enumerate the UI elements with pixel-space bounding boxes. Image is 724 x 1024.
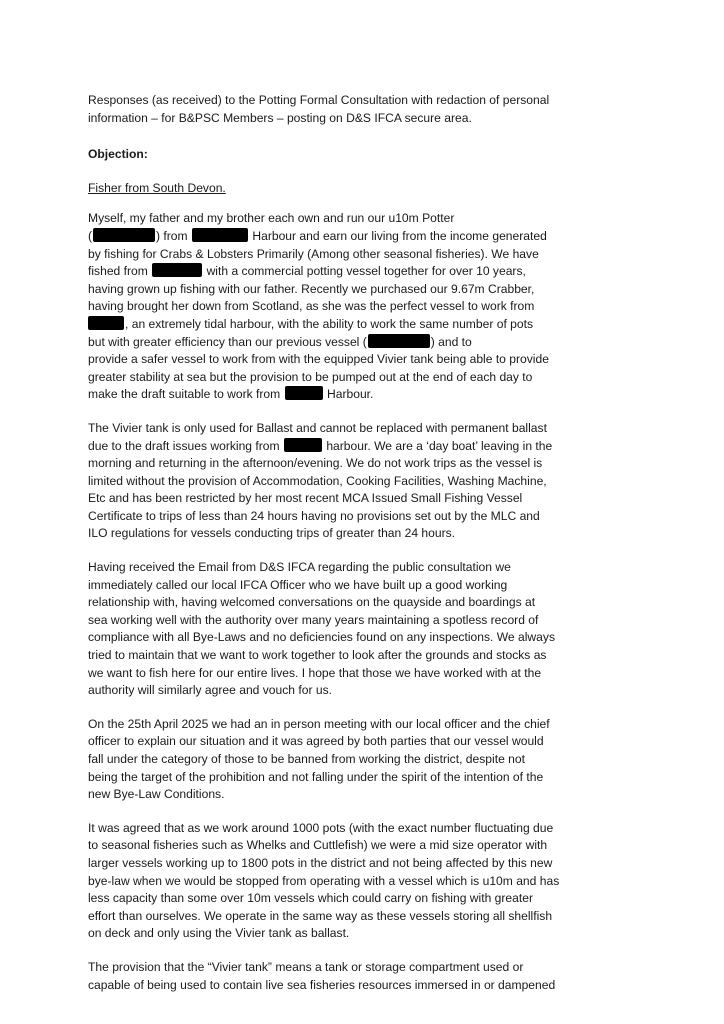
- text-line: capable of being used to contain live sea fisheries resources immersed in or dampened: [88, 977, 556, 992]
- text-line: on deck and only using the Vivier tank as ballast.: [88, 926, 350, 941]
- objection-heading: Objection:: [88, 147, 148, 162]
- text-line: authority will similarly agree and vouch for us.: [88, 683, 332, 698]
- text-line: compliance with all Bye-Laws and no deficiencies found on any inspections. We always: [88, 630, 555, 645]
- intro-line: Responses (as received) to the Potting Formal Consultation with redaction of personal: [88, 93, 550, 107]
- text-line: due to the draft issues working from harbour. We are a ‘day boat’ leaving in the: [88, 438, 553, 453]
- text-line: greater stability at sea but the provision to be pumped out at the end of each day to: [88, 369, 533, 384]
- text-line: sea working well with the authority over many years maintaining a spotless record of: [88, 612, 539, 627]
- paragraph-meeting: [88, 716, 648, 804]
- text-line: larger vessels working up to 1800 pots in the district and not being affected by this new: [88, 855, 553, 870]
- text-line: but with greater efficiency than our previous vessel ( ) and to: [88, 334, 472, 349]
- text-line: bye-law when we would be stopped from operating with a vessel which is u10m and has: [88, 873, 560, 888]
- text-line: Certificate to trips of less than 24 hours having no provisions set out by the MLC and: [88, 508, 540, 523]
- text-line: we want to fish here for our entire lives. I hope that those we have worked with at the: [88, 665, 542, 680]
- paragraph-vessel: [88, 210, 648, 404]
- paragraph-pots: [88, 820, 648, 943]
- text-line: On the 25th April 2025 we had an in person meeting with our local officer and the chief: [88, 716, 550, 731]
- text-line: It was agreed that as we work around 1000 pots (with the exact number fluctuating due: [88, 820, 554, 835]
- redaction-bar: [93, 228, 155, 242]
- text-line: relationship with, having welcomed conversations on the quayside and boardings at: [88, 595, 536, 610]
- text-line: Myself, my father and my brother each own and run our u10m Potter: [88, 211, 455, 226]
- text-line: by fishing for Crabs & Lobsters Primarily (Among other seasonal fisheries). We have: [88, 246, 539, 261]
- text-line: provide a safer vessel to work from with the equipped Vivier tank being able to provide: [88, 352, 549, 367]
- text-line: effort than ourselves. We operate in the same way as these vessels storing all shellfish: [88, 908, 553, 923]
- text-line: Etc and has been restricted by her most recent MCA Issued Small Fishing Vessel: [88, 491, 523, 506]
- text-line: make the draft suitable to work from Harbour.: [88, 387, 374, 402]
- redaction-bar: [368, 334, 430, 348]
- text-line: having grown up fishing with our father. Recently we purchased our 9.67m Crabber,: [88, 281, 535, 296]
- paragraph-vivier-tank: [88, 420, 648, 543]
- text-line: The provision that the “Vivier tank” means a tank or storage compartment used or: [88, 959, 524, 974]
- text-line: to seasonal fisheries such as Whelks and Cuttlefish) we were a mid size operator with: [88, 838, 548, 853]
- text-line: limited without the provision of Accommodation, Cooking Facilities, Washing Machine,: [88, 473, 547, 488]
- text-line: morning and returning in the afternoon/evening. We do not work trips as the vessel is: [88, 456, 543, 471]
- text-line: new Bye-Law Conditions.: [88, 787, 225, 802]
- text-line: Having received the Email from D&S IFCA regarding the public consultation we: [88, 560, 511, 575]
- text-line: being the target of the prohibition and not falling under the spirit of the intention of the: [88, 769, 544, 784]
- redaction-bar: [88, 316, 124, 330]
- intro-line: information – for B&PSC Members – posting on D&S IFCA secure area.: [88, 110, 472, 125]
- intro-paragraph: [88, 92, 648, 127]
- text-line: having brought her down from Scotland, as she was the perfect vessel to work from: [88, 299, 535, 314]
- redaction-bar: [192, 228, 248, 242]
- text-line: tried to maintain that we want to work together to look after the grounds and stocks as: [88, 648, 547, 663]
- text-line: fished from with a commercial potting vessel together for over 10 years,: [88, 264, 526, 279]
- paragraph-consultation: [88, 559, 648, 700]
- text-line: fall under the category of those to be banned from working the district, despite not: [88, 752, 525, 766]
- text-line: The Vivier tank is only used for Ballast and cannot be replaced with permanent ballast: [88, 420, 547, 435]
- redaction-bar: [284, 438, 322, 452]
- redaction-bar: [285, 386, 323, 400]
- redaction-bar: [152, 263, 202, 277]
- paragraph-provision: [88, 959, 648, 994]
- text-line: ( ) from Harbour and earn our living from the income generated: [88, 228, 547, 243]
- text-line: ILO regulations for vessels conducting trips of greater than 24 hours.: [88, 526, 456, 541]
- respondent-label: Fisher from South Devon.: [88, 180, 226, 195]
- text-line: , an extremely tidal harbour, with the ability to work the same number of pots: [88, 316, 648, 334]
- text-line: officer to explain our situation and it was agreed by both parties that our vessel would: [88, 734, 544, 749]
- document-body: [88, 92, 648, 994]
- text-line: less capacity than some over 10m vessels which could carry on fishing with greater: [88, 891, 533, 906]
- text-line: immediately called our local IFCA Officer who we have built up a good working: [88, 577, 508, 592]
